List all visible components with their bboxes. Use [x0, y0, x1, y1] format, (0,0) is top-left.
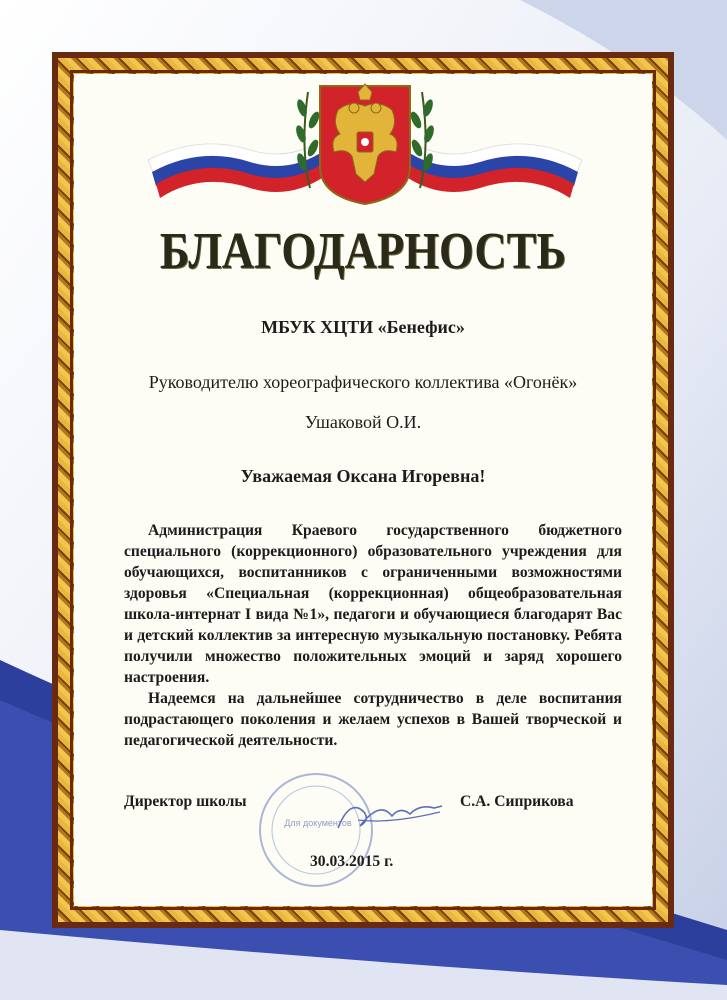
stamp-text: Для документов: [284, 818, 352, 828]
greeting: Уважаемая Оксана Игоревна!: [240, 466, 486, 486]
body-paragraph: Администрация Краевого государственного бюджетного специального (коррекционного) образовательного учреждения для обучающихся, воспитанников с ограниченными возможностями здоровья «Специальная (коррекционная) общеобразовательная школа-интернат I вида №1», педагоги и обучающиеся благодарят Вас и детский коллектив за интересную музыкальную постановку. Ребята получили множество положительных эмоций и заряд хорошего настроения.: [124, 522, 622, 686]
header-emblem: [140, 78, 590, 218]
organization-name: МБУК ХЦТИ «Бенефис»: [261, 317, 465, 337]
body-paragraph: Надеемся на дальнейшее сотрудничество в деле воспитания подрастающего поколения и желаем успехов в Вашей творческой и педагогической деятельности.: [124, 690, 622, 749]
russian-coat-of-arms-icon: [320, 84, 410, 204]
signature-role: Директор школы: [124, 793, 247, 810]
recipient-position: Руководителю хореографического коллектива «Огонёк»: [148, 372, 578, 392]
recipient-name: Ушаковой О.И.: [304, 412, 422, 432]
certificate-title: БЛАГОДАРНОСТЬ: [159, 223, 567, 280]
document-date: 30.03.2015 г.: [310, 853, 394, 870]
letter-body: [124, 520, 622, 751]
handwritten-signature: [330, 790, 450, 840]
signature-name: С.А. Сиприкова: [460, 793, 574, 810]
